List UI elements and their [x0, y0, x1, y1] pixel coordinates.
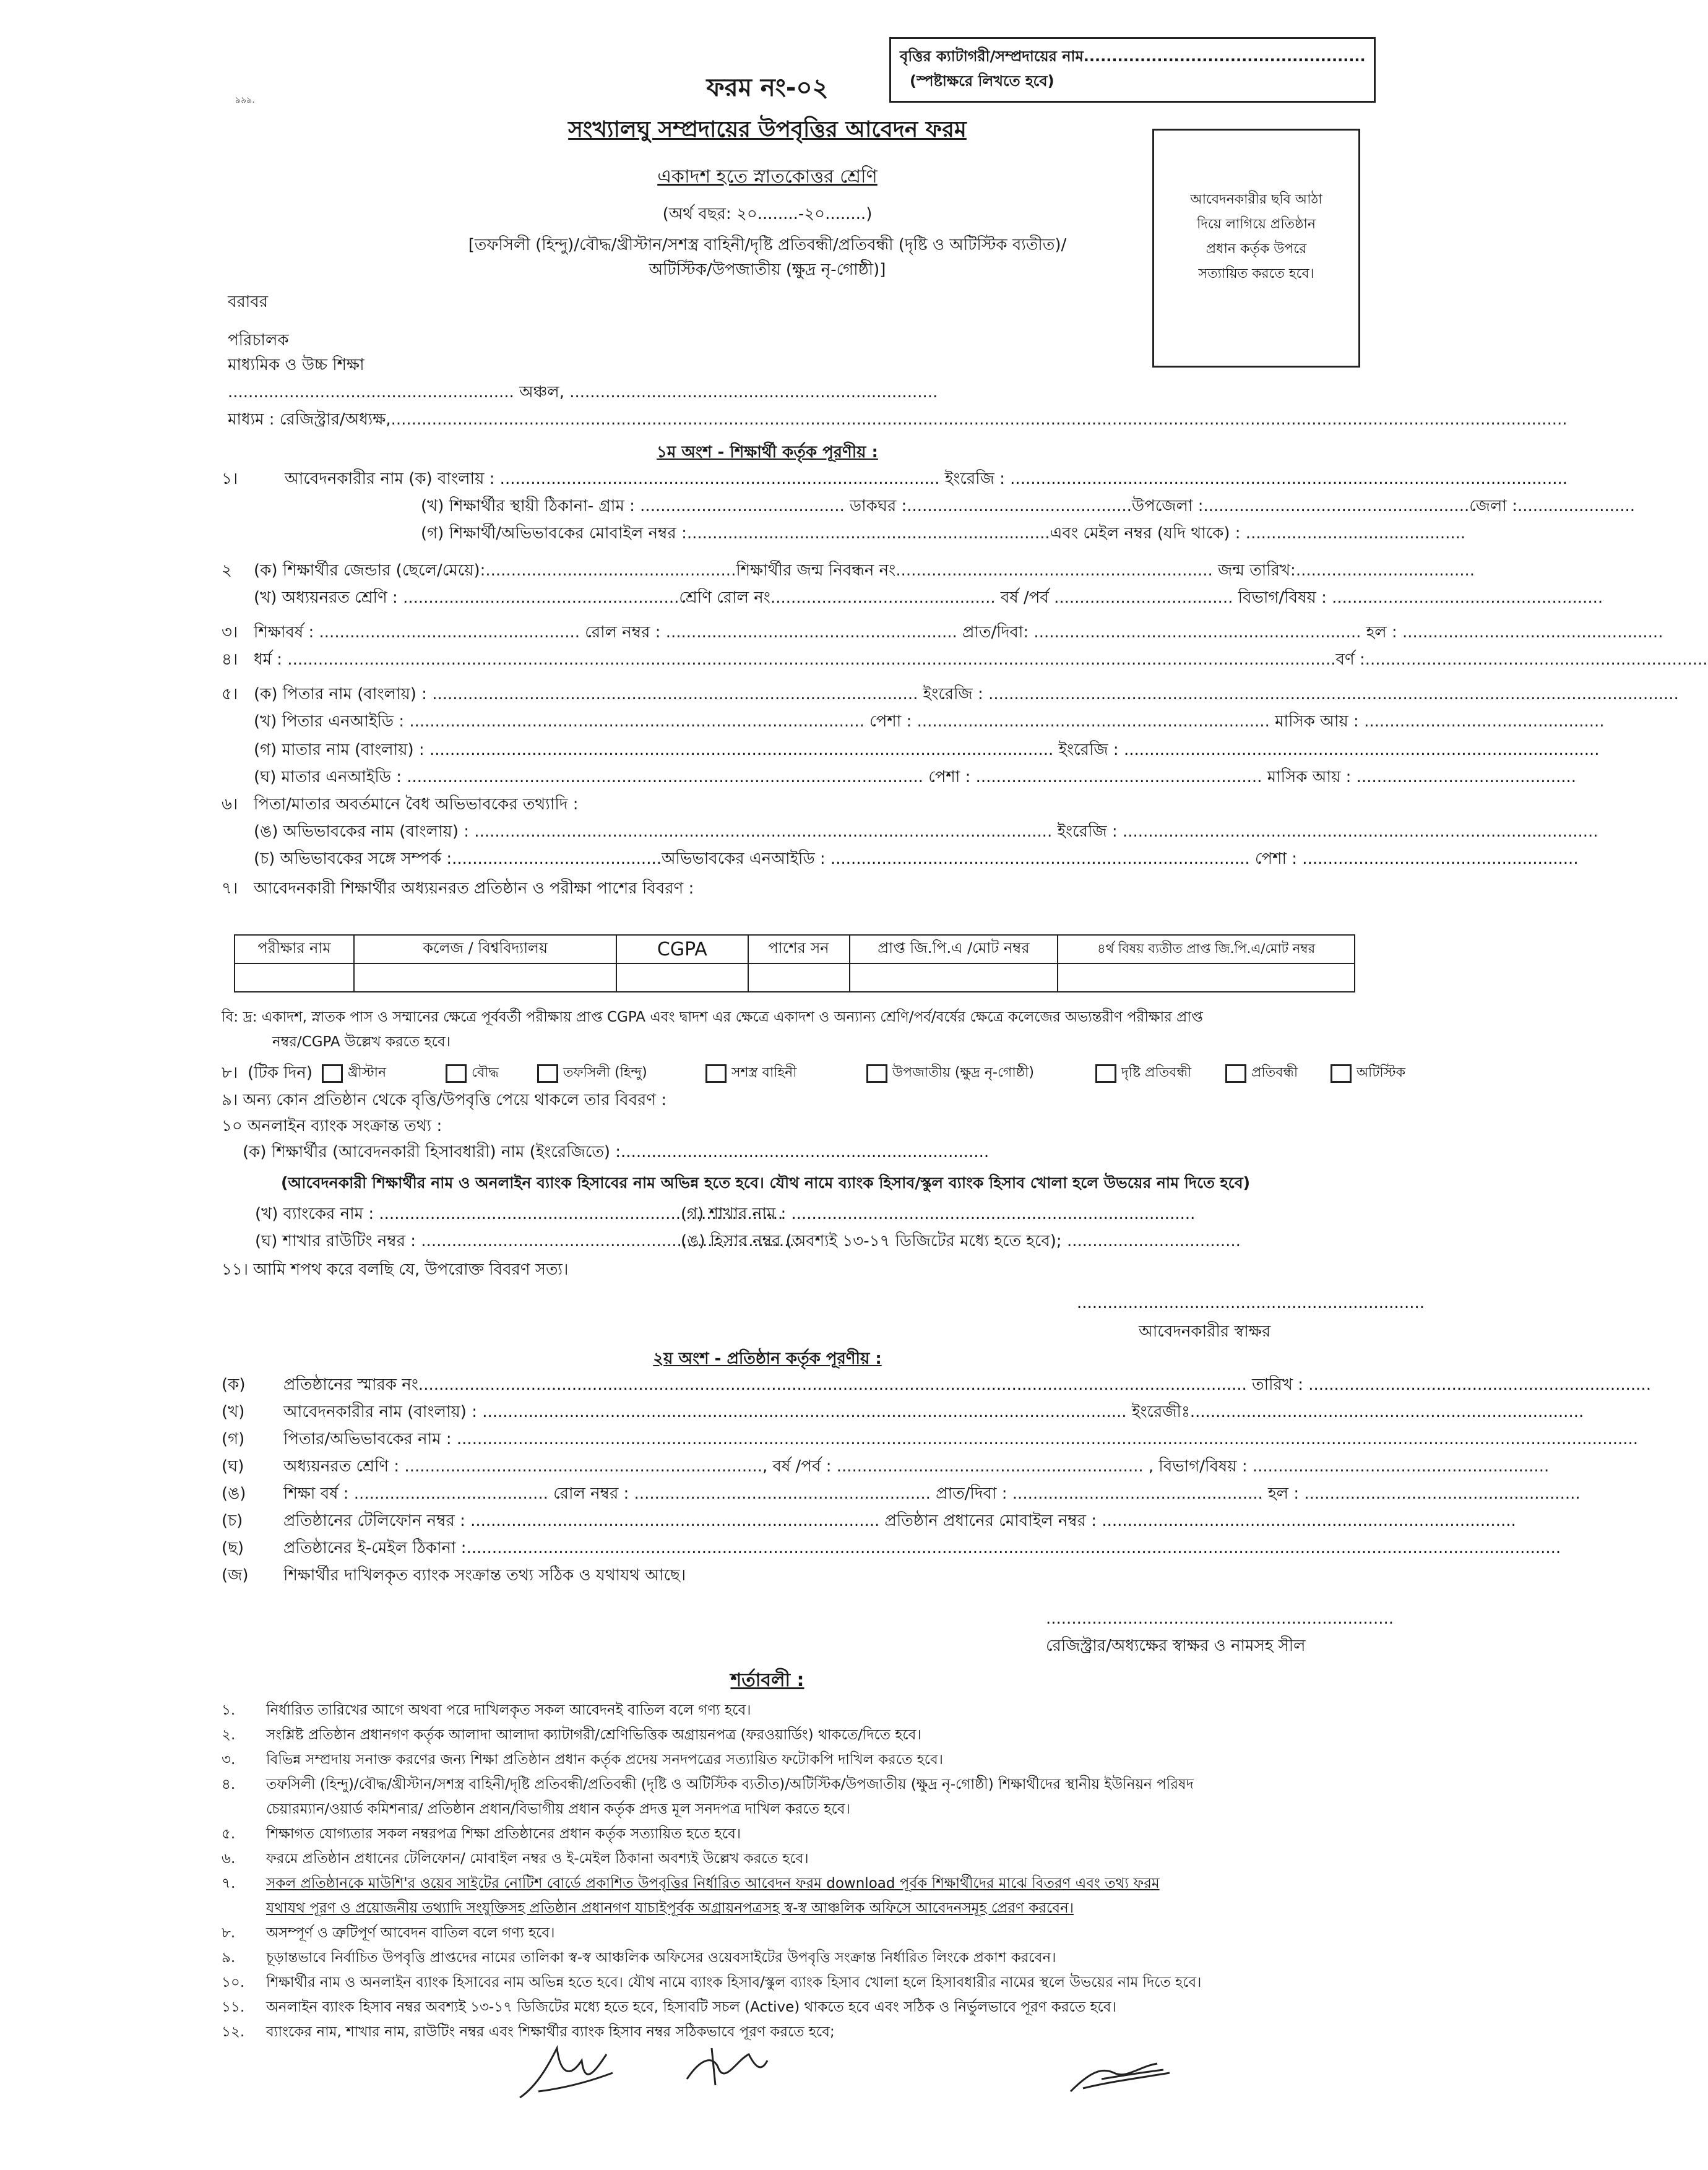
term-number: ১১.: [222, 1999, 245, 2015]
part2-line-number: (ক): [222, 1376, 246, 1394]
part1-line-number: ৩।: [222, 623, 238, 642]
address-to: বরাবর: [228, 293, 269, 311]
term-text: সংশ্লিষ্ট প্রতিষ্ঠান প্রধানগণ কর্তৃক আলাদা আলাদা ক্যাটাগরী/শ্রেণিভিত্তিক অগ্রায়নপত্র (ফরওয়ার্ডিং) থাকতে/দিতে হবে।: [266, 1727, 921, 1743]
tick-option-label: তফসিলী (হিন্দু): [563, 1065, 647, 1080]
other-scholarship-field[interactable]: ৯। অন্য কোন প্রতিষ্ঠান থেকে বৃত্তি/উপবৃত্তি পেয়ে থাকলে তার বিবরণ :: [222, 1091, 667, 1109]
part1-field-11[interactable]: (ঘ) মাতার এনআইডি : ..................................................................................................... পেশা : ........................................................ মাসিক আয় : ...........................................: [254, 768, 1577, 786]
tick-option-label: দৃষ্টি প্রতিবন্ধী: [1121, 1065, 1192, 1080]
part1-field-2[interactable]: (খ) শিক্ষার্থীর স্থায়ী ঠিকানা- গ্রাম : ........................................ ডাকঘর :............................................উপজেলা :....................................................জেলা :.......................: [421, 497, 1636, 515]
part1-field-12[interactable]: পিতা/মাতার অবর্তমানে বৈধ অভিভাবকের তথ্যাদি :: [254, 795, 579, 814]
part1-field-5[interactable]: (খ) অধ্যয়নরত শ্রেণি : ......................................................শ্রেণি রোল নং............................................ বর্ষ /পর্ব ................................... বিভাগ/বিষয় : .....................................................: [254, 588, 1603, 607]
part1-field-6[interactable]: শিক্ষাবর্ষ : ................................................... রোল নম্বর : ......................................................... প্রাত/দিবা: ................................................................ হল : ...................................................: [254, 623, 1663, 642]
part2-field-1[interactable]: প্রতিষ্ঠানের স্মারক নং.................................................................................................................................................................. তারিখ : ...................................................................: [283, 1376, 1651, 1394]
term-number: ২.: [222, 1727, 236, 1743]
part1-line-number: ৬।: [222, 795, 238, 814]
part2-line-number: (জ): [222, 1566, 249, 1585]
part1-field-4[interactable]: (ক) শিক্ষার্থীর জেন্ডার (ছেলে/মেয়ে):.................................................শিক্ষার্থীর জন্ম নিবন্ধন নং.............................................................. জন্ম তারিখ:...................................: [254, 561, 1475, 580]
term-number: ৫.: [222, 1826, 236, 1842]
term-number: ৩.: [222, 1752, 236, 1768]
online-bank-heading: ১০ অনলাইন ব্যাংক সংক্রান্ত তথ্য :: [222, 1117, 442, 1135]
part2-field-7[interactable]: প্রতিষ্ঠানের ই-মেইল ঠিকানা :......................................................................................................................................................................................................................: [283, 1539, 1561, 1557]
photo-instruction-4: সত্যায়িত করতে হবে।: [1198, 266, 1314, 282]
bank-notice: (আবেদনকারী শিক্ষার্থীর নাম ও অনলাইন ব্যাংক হিসাবের নাম অভিন্ন হতে হবে। যৌথ নামে ব্যাংক হিসাব/স্কুল ব্যাংক হিসাব খোলা হলে উভয়ের নাম দিতে হবে): [281, 1174, 1251, 1192]
term-text: অনলাইন ব্যাংক হিসাব নম্বর অবশ্যই ১৩-১৭ ডিজিটের মধ্যে হতে হবে, হিসাবটি সচল (Active) থাকতে হবে এবং সঠিক ও নির্ভুলভাবে পূরণ করতে হবে।: [266, 1999, 1116, 2015]
fiscal-year-field[interactable]: (অর্থ বছর: ২০........-২০........): [662, 205, 873, 223]
routing-number-field[interactable]: (ঘ) শাখার রাউটিং নম্বর : ..........................................................................: [255, 1232, 800, 1251]
col-pass-year: পাশের সন: [748, 935, 850, 963]
photo-instruction-3: প্রধান কর্তৃক উপরে: [1206, 241, 1307, 257]
part1-line-number: ৪।: [222, 650, 238, 669]
tick-option-label: প্রতিবন্ধী: [1251, 1065, 1298, 1080]
cell-input[interactable]: [850, 963, 1058, 992]
bank-name-field[interactable]: (খ) ব্যাংকের নাম : ...............................................................................: [255, 1205, 783, 1223]
registrar-signature-label: রেজিস্ট্রার/অধ্যক্ষের স্বাক্ষর ও নামসহ সীল: [1046, 1637, 1306, 1655]
cell-input[interactable]: [748, 963, 850, 992]
col-gpa-excl-4th: ৪র্থ বিষয় ব্যতীত প্রাপ্ত জি.পি.এ/মোট নম্বর: [1058, 935, 1355, 963]
address-department: মাধ্যমিক ও উচ্চ শিক্ষা: [228, 356, 364, 374]
note-line-2: নম্বর/CGPA উল্লেখ করতে হবে।: [272, 1034, 451, 1050]
tick-label: (টিক দিন): [248, 1064, 313, 1082]
term-number: ৭.: [222, 1875, 236, 1892]
address-director: পরিচালক: [228, 331, 289, 350]
term-text: চেয়ারম্যান/ওয়ার্ড কমিশনার/ প্রতিষ্ঠান প্রধান/বিভাগীয় প্রধান কর্তৃক প্রদত্ত মূল সনদপত্র দাখিল করতে হবে।: [266, 1801, 850, 1817]
tick-option-label: উপজাতীয় (ক্ষুদ্র নৃ-গোষ্ঠী): [892, 1065, 1034, 1080]
part2-line-number: (ছ): [222, 1539, 244, 1557]
part1-line-number: ৫।: [222, 685, 238, 704]
via-field[interactable]: মাধ্যম : রেজিস্ট্রার/অধ্যক্ষ,......................................................................................................................................................................................................................................: [228, 410, 1568, 429]
part2-line-number: (ঙ): [222, 1484, 246, 1503]
branch-name-field[interactable]: (গ) শাখার নাম : ...............................................................................: [681, 1205, 1196, 1223]
applicant-signature-line[interactable]: ....................................................................: [1077, 1294, 1425, 1312]
part1-line-number: ১।: [222, 470, 238, 488]
cell-input[interactable]: [354, 963, 616, 992]
tick-checkbox[interactable]: [322, 1064, 343, 1083]
terms-heading: শর্তাবলী :: [730, 1669, 804, 1691]
part1-field-9[interactable]: (খ) পিতার এনআইডি : ......................................................................................... পেশা : ..................................................................... মাসিক আয় : ...............................................: [254, 712, 1605, 731]
part1-field-3[interactable]: (গ) শিক্ষার্থী/অভিভাবকের মোবাইল নম্বর :.......................................................................এবং মেইল নম্বর (যদি থাকে) : ...........................................: [421, 524, 1466, 543]
signature-2: [675, 2036, 774, 2098]
term-text: ফরমে প্রতিষ্ঠান প্রধানের টেলিফোন/ মোবাইল নম্বর ও ই-মেইল ঠিকানা অবশ্যই উল্লেখ করতে হবে।: [266, 1851, 809, 1867]
part1-field-15[interactable]: আবেদনকারী শিক্ষার্থীর অধ্যয়নরত প্রতিষ্ঠান ও পরীক্ষা পাশের বিবরণ :: [254, 879, 694, 898]
note-line-1: বি: দ্র: একাদশ, স্নাতক পাস ও সম্মানের ক্ষেত্রে পূর্ববর্তী পরীক্ষায় প্রাপ্ত CGPA এবং দ্বাদশ এর ক্ষেত্রে একাদশ ও অন্যান্য শ্রেণি/পর্ব/বর্ষের ক্ষেত্রে কলেজের অভ্যন্তরীণ পরীক্ষার প্রাপ্ত: [222, 1009, 1203, 1025]
stray-mark: ৯৯৯.: [235, 95, 255, 105]
tick-checkbox[interactable]: [537, 1064, 558, 1083]
term-number: ৯.: [222, 1950, 236, 1966]
account-holder-name-field[interactable]: (ক) শিক্ষার্থীর (আবেদনকারী হিসাবধারী) নাম (ইংরেজিতে) :........................................................................: [243, 1143, 990, 1161]
term-text: শিক্ষাগত যোগ্যতার সকল নম্বরপত্র শিক্ষা প্রতিষ্ঠানের প্রধান কর্তৃক সত্যায়িত হতে হবে।: [266, 1826, 741, 1842]
col-cgpa: CGPA: [616, 935, 748, 963]
account-number-field[interactable]: (ঙ) হিসাব নম্বর (অবশ্যই ১৩-১৭ ডিজিটের মধ্যে হতে হবে); ..................................: [681, 1232, 1241, 1251]
region-field[interactable]: ........................................................ অঞ্চল, ........................................................................: [228, 383, 938, 402]
part1-heading: ১ম অংশ - শিক্ষার্থী কর্তৃক পূরণীয় :: [657, 443, 878, 462]
cell-input[interactable]: [616, 963, 748, 992]
part2-line-number: (গ): [222, 1430, 245, 1449]
form-subtitle: একাদশ হতে স্নাতকোত্তর শ্রেণি: [657, 166, 878, 187]
oath-statement: ১১। আমি শপথ করে বলছি যে, উপরোক্ত বিবরণ সত্য।: [222, 1260, 569, 1279]
form-number: ফরম নং-০২: [706, 74, 829, 102]
term-text: তফসিলী (হিন্দু)/বৌদ্ধ/খ্রীস্টান/সশস্ত্র বাহিনী/দৃষ্টি প্রতিবন্ধী/প্রতিবন্ধী (দৃষ্টি ও অটিস্টিক ব্যতীত)/অটিস্টিক/উপজাতীয় (ক্ষুদ্র নৃ-গোষ্ঠী) শিক্ষার্থীদের স্থানীয় ইউনিয়ন পরিষদ: [266, 1776, 1194, 1793]
cell-input[interactable]: [1058, 963, 1355, 992]
form-title: সংখ্যালঘু সম্প্রদায়ের উপবৃত্তির আবেদন ফরম: [568, 117, 967, 142]
term-number: ১.: [222, 1702, 236, 1718]
part1-field-14[interactable]: (চ) অভিভাবকের সঙ্গে সম্পর্ক :.........................................অভিভাবকের এনআইডি : .................................................................................. পেশা : ......................................................: [254, 850, 1579, 868]
term-text: সকল প্রতিষ্ঠানকে মাউশি'র ওয়েব সাইটের নোটিশ বোর্ডে প্রকাশিত উপবৃত্তির নির্ধারিত আবেদন ফরম download পূর্বক শিক্ষার্থীদের মাঝে বিতরণ এবং তথ্য ফরম: [266, 1875, 1160, 1892]
tick-option-label: খ্রীস্টান: [348, 1065, 387, 1080]
term-text: বিভিন্ন সম্প্রদায় সনাক্ত করণের জন্য শিক্ষা প্রতিষ্ঠান প্রধান কর্তৃক প্রদেয় সনদপত্রের সত্যায়িত ফটোকপি দাখিল করতে হবে।: [266, 1752, 943, 1768]
col-exam-name: পরীক্ষার নাম: [235, 935, 354, 963]
part1-line-number: ২: [222, 561, 232, 580]
tick-checkbox[interactable]: [1095, 1064, 1116, 1083]
registrar-signature-line[interactable]: ....................................................................: [1046, 1609, 1394, 1628]
tick-checkbox[interactable]: [1331, 1064, 1352, 1083]
tick-option-label: বৌদ্ধ: [472, 1065, 499, 1080]
term-text: যথাযথ পূরণ ও প্রয়োজনীয় তথ্যাদি সংযুক্তিসহ প্রতিষ্ঠান প্রধানগণ যাচাইপূর্বক অগ্রায়নপত্রসহ স্ব-স্ব আঞ্চলিক অফিসে আবেদনসমূহ প্রেরণ করবেন।: [266, 1900, 1074, 1916]
tick-checkbox[interactable]: [1225, 1064, 1246, 1083]
term-text: শিক্ষার্থীর নাম ও অনলাইন ব্যাংক হিসাবের নাম অভিন্ন হতে হবে। যৌথ নামে ব্যাংক হিসাব/স্কুল ব্যাংক হিসাব খোলা হলে হিসাবধারীর নামের স্থলে উভয়ের নাম দিতে হবে।: [266, 1974, 1202, 1991]
category-list-line2: অটিস্টিক/উপজাতীয় (ক্ষুদ্র নৃ-গোষ্ঠী)]: [649, 260, 886, 279]
term-number: ৬.: [222, 1851, 236, 1867]
tick-checkbox[interactable]: [705, 1064, 727, 1083]
photo-instruction-2: দিয়ে লাগিয়ে প্রতিষ্ঠান: [1197, 217, 1316, 232]
tick-number: ৮।: [222, 1064, 238, 1082]
term-number: ১০.: [222, 1974, 245, 1991]
part2-field-4[interactable]: অধ্যয়নরত শ্রেণি : ......................................................................, বর্ষ /পর্ব : ............................................................ , বিভাগ/বিষয় : ..........................................................: [283, 1457, 1550, 1476]
part1-field-8[interactable]: (ক) পিতার নাম (বাংলায়) : ............................................................................................... ইংরেজি : .......................................................................................................................................: [254, 685, 1679, 704]
col-gpa-total: প্রাপ্ত জি.পি.এ /মোট নম্বর: [850, 935, 1058, 963]
category-name-field[interactable]: বৃত্তির ক্যাটাগরী/সম্প্রদায়ের নাম..................................................: [900, 48, 1366, 65]
tick-checkbox[interactable]: [866, 1064, 887, 1083]
signature-3: [1064, 2054, 1176, 2104]
category-hint: (স্পষ্টাক্ষরে লিখতে হবে): [910, 72, 1055, 90]
part2-line-number: (খ): [222, 1403, 245, 1421]
term-number: ১২.: [222, 2024, 245, 2040]
part1-line-number: ৭।: [222, 879, 238, 898]
part2-field-6[interactable]: প্রতিষ্ঠানের টেলিফোন নম্বর : ................................................................................ প্রতিষ্ঠান প্রধানের মোবাইল নম্বর : .................................................................................: [283, 1512, 1516, 1530]
part1-field-1[interactable]: আবেদনকারীর নাম (ক) বাংলায় : ...................................................................................... ইংরেজি : .............................................................................................................: [285, 470, 1568, 488]
term-text: নির্ধারিত তারিখের আগে অথবা পরে দাখিলকৃত সকল আবেদনই বাতিল বলে গণ্য হবে।: [266, 1702, 751, 1718]
term-text: ব্যাংকের নাম, শাখার নাম, রাউটিং নম্বর এবং শিক্ষার্থীর ব্যাংক হিসাব নম্বর সঠিকভাবে পূরণ করতে হবে;: [266, 2024, 835, 2040]
part2-heading: ২য় অংশ - প্রতিষ্ঠান কর্তৃক পূরণীয় :: [653, 1350, 882, 1368]
applicant-signature-label: আবেদনকারীর স্বাক্ষর: [1139, 1322, 1271, 1341]
part2-line-number: (ঘ): [222, 1457, 244, 1476]
col-institution: কলেজ / বিশ্ববিদ্যালয়: [354, 935, 616, 963]
part1-field-10[interactable]: (গ) মাতার নাম (বাংলায়) : .......................................................................................................................... ইংরেজি : .............................................................................................: [254, 741, 1600, 759]
part1-field-13[interactable]: (ঙ) অভিভাবকের নাম (বাংলায়) : ................................................................................................................. ইংরেজি : .............................................................................................: [254, 822, 1598, 841]
part1-field-7[interactable]: ধর্ম : .............................................................................................................................................................................................................বর্ণ :...................................................................: [254, 650, 1708, 669]
exam-table: [234, 934, 1355, 992]
part2-line-number: (চ): [222, 1512, 243, 1530]
term-text: চূড়ান্তভাবে নির্বাচিত উপবৃত্তি প্রাপ্তদের নামের তালিকা স্ব-স্ব আঞ্চলিক অফিসের ওয়েবসাইটের উপবৃত্তি সংক্রান্ত নির্ধারিত লিংকে প্রকাশ করবেন।: [266, 1950, 1056, 1966]
term-text: অসম্পূর্ণ ও ত্রুটিপূর্ণ আবেদন বাতিল বলে গণ্য হবে।: [266, 1925, 555, 1941]
term-number: ৪.: [222, 1776, 236, 1793]
cell-input[interactable]: [235, 963, 354, 992]
tick-option-label: অটিস্টিক: [1356, 1065, 1405, 1080]
photo-instruction-1: আবেদনকারীর ছবি আঠা: [1190, 192, 1322, 207]
part2-field-5[interactable]: শিক্ষা বর্ষ : ...................................... রোল নম্বর : .......................................................... প্রাত/দিবা : ................................................. হল : ......................................................: [283, 1484, 1581, 1503]
tick-checkbox[interactable]: [446, 1064, 467, 1083]
category-list-line1: [তফসিলী (হিন্দু)/বৌদ্ধ/খ্রীস্টান/সশস্ত্র বাহিনী/দৃষ্টি প্রতিবন্ধী/প্রতিবন্ধী (দৃষ্টি ও অটিস্টিক ব্যতীত)/: [468, 236, 1067, 254]
part2-field-2[interactable]: আবেদনকারীর নাম (বাংলায়) : .............................................................................................................................. ইংরেজীঃ.............................................................................: [283, 1403, 1584, 1421]
term-number: ৮.: [222, 1925, 236, 1941]
part2-field-3[interactable]: পিতার/অভিভাবকের নাম : .......................................................................................................................................................................................................................................: [283, 1430, 1639, 1449]
signature-1: [514, 2036, 619, 2110]
photo-box[interactable]: [1152, 129, 1360, 368]
part2-field-8: শিক্ষার্থীর দাখিলকৃত ব্যাংক সংক্রান্ত তথ্য সঠিক ও যথাযথ আছে।: [283, 1566, 686, 1585]
tick-option-label: সশস্ত্র বাহিনী: [731, 1065, 797, 1080]
